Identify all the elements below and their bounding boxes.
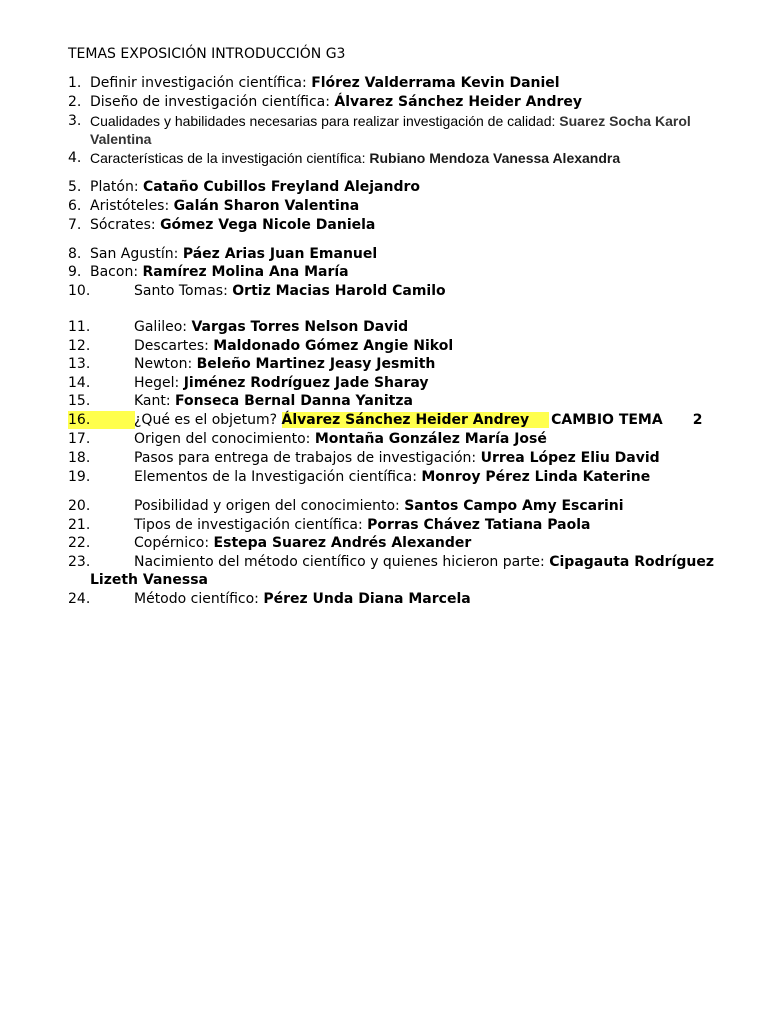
list-item <box>68 74 728 92</box>
item-topic: Bacon: <box>90 264 139 280</box>
item-topic: Elementos de la Investigación científica: <box>134 469 417 485</box>
item-number: 3. <box>68 113 82 129</box>
item-topic: Hegel: <box>134 375 180 391</box>
list-item <box>68 337 728 355</box>
page-title: TEMAS EXPOSICIÓN INTRODUCCIÓN G3 <box>68 46 346 62</box>
item-number: 14. <box>68 375 91 391</box>
item-topic: Newton: <box>134 356 193 372</box>
list-item <box>68 534 728 552</box>
item-number: 7. <box>68 217 82 233</box>
item-student: Cataño Cubillos Freyland Alejandro <box>143 179 421 195</box>
item-student: Flórez Valderrama Kevin Daniel <box>311 75 560 91</box>
item-number: 8. <box>68 246 82 262</box>
item-number: 16. <box>68 411 135 429</box>
item-topic: Santo Tomas: <box>134 283 228 299</box>
item-student: Fonseca Bernal Danna Yanitza <box>175 393 413 409</box>
list-item <box>68 590 728 608</box>
change-note-number: 2 <box>692 412 703 428</box>
list-item <box>68 282 728 300</box>
item-number: 1. <box>68 75 82 91</box>
item-topic: Descartes: <box>134 338 209 354</box>
item-student: Suarez Socha Karol Valentina <box>90 113 691 147</box>
item-number: 10. <box>68 283 91 299</box>
item-student: Galán Sharon Valentina <box>173 198 360 214</box>
list-item <box>68 178 728 196</box>
item-number: 24. <box>68 591 91 607</box>
item-number: 5. <box>68 179 82 195</box>
item-student: Páez Arias Juan Emanuel <box>182 246 378 262</box>
item-number: 20. <box>68 498 91 514</box>
item-topic: Sócrates: <box>90 217 156 233</box>
item-topic: Características de la investigación científica: <box>90 150 366 166</box>
item-topic: Nacimiento del método científico y quienes hicieron parte: <box>134 554 545 570</box>
item-student: Ramírez Molina Ana María <box>142 264 349 280</box>
item-number: 19. <box>68 469 91 485</box>
item-student: Porras Chávez Tatiana Paola <box>367 517 591 533</box>
change-note: CAMBIO TEMA <box>551 412 663 428</box>
item-topic: Tipos de investigación científica: <box>134 517 363 533</box>
item-topic: Origen del conocimiento: <box>134 431 311 447</box>
item-number: 17. <box>68 431 91 447</box>
item-student: Santos Campo Amy Escarini <box>404 498 624 514</box>
list-item <box>68 197 728 215</box>
item-student: Montaña González María José <box>314 431 547 447</box>
item-topic: Galileo: <box>134 319 187 335</box>
item-student: Pérez Unda Diana Marcela <box>263 591 471 607</box>
list-item <box>68 374 728 392</box>
list-item <box>68 112 728 148</box>
list-item-highlighted <box>68 411 728 429</box>
item-topic: Platón: <box>90 179 139 195</box>
item-student: Álvarez Sánchez Heider Andrey <box>334 94 582 110</box>
item-topic: Cualidades y habilidades necesarias para realizar investigación de calidad: <box>90 113 556 129</box>
list-item <box>68 263 728 281</box>
item-number: 6. <box>68 198 82 214</box>
list-item <box>68 216 728 234</box>
list-item <box>68 553 728 589</box>
item-topic: Pasos para entrega de trabajos de investigación: <box>134 450 477 466</box>
list-item <box>68 149 728 167</box>
list-item <box>68 355 728 373</box>
list-item <box>68 245 728 263</box>
item-number: 2. <box>68 94 82 110</box>
item-number: 4. <box>68 150 82 166</box>
item-student: Estepa Suarez Andrés Alexander <box>213 535 472 551</box>
list-item <box>68 392 728 410</box>
list-item <box>68 497 728 515</box>
item-student: Rubiano Mendoza Vanessa Alexandra <box>369 150 621 166</box>
item-student: Jiménez Rodríguez Jade Sharay <box>183 375 429 391</box>
item-topic: Método científico: <box>134 591 259 607</box>
item-number: 9. <box>68 264 82 280</box>
item-number: 13. <box>68 356 91 372</box>
item-number: 18. <box>68 450 91 466</box>
list-item <box>68 449 728 467</box>
item-student: Vargas Torres Nelson David <box>191 319 409 335</box>
item-student: Cipagauta Rodríguez Lizeth Vanessa <box>90 554 714 588</box>
item-number: 12. <box>68 338 91 354</box>
item-student: Urrea López Eliu David <box>480 450 660 466</box>
item-number: 23. <box>68 554 91 570</box>
item-student: Ortiz Macias Harold Camilo <box>232 283 446 299</box>
item-number: 21. <box>68 517 91 533</box>
list-item <box>68 516 728 534</box>
list-item <box>68 468 728 486</box>
item-number: 22. <box>68 535 91 551</box>
item-student: Monroy Pérez Linda Katerine <box>421 469 651 485</box>
item-number: 11. <box>68 319 91 335</box>
item-number: 15. <box>68 393 91 409</box>
list-item <box>68 318 728 336</box>
item-topic: ¿Qué es el objetum? <box>134 412 278 428</box>
item-student: Maldonado Gómez Angie Nikol <box>213 338 454 354</box>
list-item <box>68 430 728 448</box>
item-topic: Aristóteles: <box>90 198 170 214</box>
item-topic: Kant: <box>134 393 171 409</box>
item-topic: Diseño de investigación científica: <box>90 94 330 110</box>
item-topic: Posibilidad y origen del conocimiento: <box>134 498 400 514</box>
item-student: Álvarez Sánchez Heider Andrey <box>282 412 550 428</box>
list-item <box>68 93 728 111</box>
item-student: Beleño Martinez Jeasy Jesmith <box>196 356 436 372</box>
item-topic: San Agustín: <box>90 246 179 262</box>
item-topic: Definir investigación científica: <box>90 75 307 91</box>
item-student: Gómez Vega Nicole Daniela <box>160 217 376 233</box>
item-topic: Copérnico: <box>134 535 210 551</box>
